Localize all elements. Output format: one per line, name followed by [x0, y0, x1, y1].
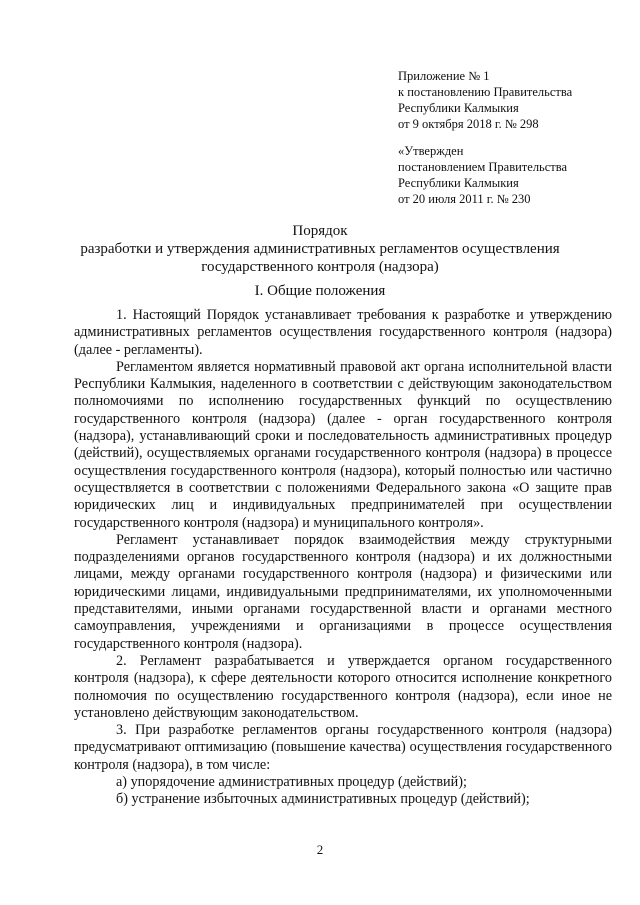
paragraph: 2. Регламент разрабатывается и утверждается органом государственного контроля (надзора), к сфере деятельности которого относится исполнение конкретного полномочия по осуществлению государственного контроля (надзора), если иное не установлено действующим законодательством.: [74, 652, 612, 721]
title-line: государственного контроля (надзора): [201, 259, 439, 275]
page-number: 2: [316, 842, 324, 857]
paragraph: 1. Настоящий Порядок устанавливает требования к разработке и утверждению административных регламентов осуществления государственного контроля (надзора) (далее - регламенты).: [74, 307, 612, 358]
approved-line: Республики Калмыкия: [398, 176, 519, 190]
document-body: [74, 307, 612, 809]
annex-header: [398, 68, 618, 132]
list-item: а) упорядочение административных процедур (действий);: [116, 774, 467, 791]
paragraph: Регламент устанавливает порядок взаимодействия между структурными подразделениями органов государственного контроля (надзора) и их должностными лицами, между органами государственного контроля (надзора) и физическими или юридическими лицами, индивидуальными предпринимателями, их уполномоченными представителями, иными органами государственной власти и органами местного самоуправления, учреждениями и организациями в процессе осуществления государственного контроля (надзора).: [74, 531, 612, 652]
paragraph: 3. При разработке регламентов органы государственного контроля (надзора) предусматривают оптимизацию (повышение качества) осуществления государственного контроля (надзора), в том числе:: [74, 722, 612, 773]
title-line: разработки и утверждения административных регламентов осуществления: [80, 241, 560, 257]
document-title: [74, 222, 566, 276]
approval-stamp-text: [398, 143, 618, 207]
annex-line: к постановлению Правительства: [398, 85, 573, 99]
list-item: б) устранение избыточных административных процедур (действий);: [116, 791, 530, 808]
annex-line: Приложение № 1: [398, 69, 490, 83]
approved-line: от 20 июля 2011 г. № 230: [398, 192, 531, 206]
annex-line: Республики Калмыкия: [398, 101, 519, 115]
approved-line: постановлением Правительства: [398, 160, 568, 174]
approved-line: «Утвержден: [398, 144, 464, 158]
annex-line: от 9 октября 2018 г. № 298: [398, 117, 539, 131]
title-line: Порядок: [292, 223, 348, 239]
section-heading: I. Общие положения: [254, 283, 386, 299]
paragraph: Регламентом является нормативный правовой акт органа исполнительной власти Республики Калмыкия, наделенного в соответствии с действующим законодательством полномочиями по исполнению государственных функций по осуществлению государственного контроля (надзора) (далее - орган государственного контроля (надзора), устанавливающий сроки и последовательность административных процедур (действий), осуществляемых органами государственного контроля (надзора) в процессе осуществления государственного контроля (надзора), который полностью или частично осуществляется в соответствии с положениями Федерального закона «О защите прав юридических лиц и индивидуальных предпринимателей при осуществлении государственного контроля (надзора) и муниципального контроля».: [74, 358, 612, 531]
